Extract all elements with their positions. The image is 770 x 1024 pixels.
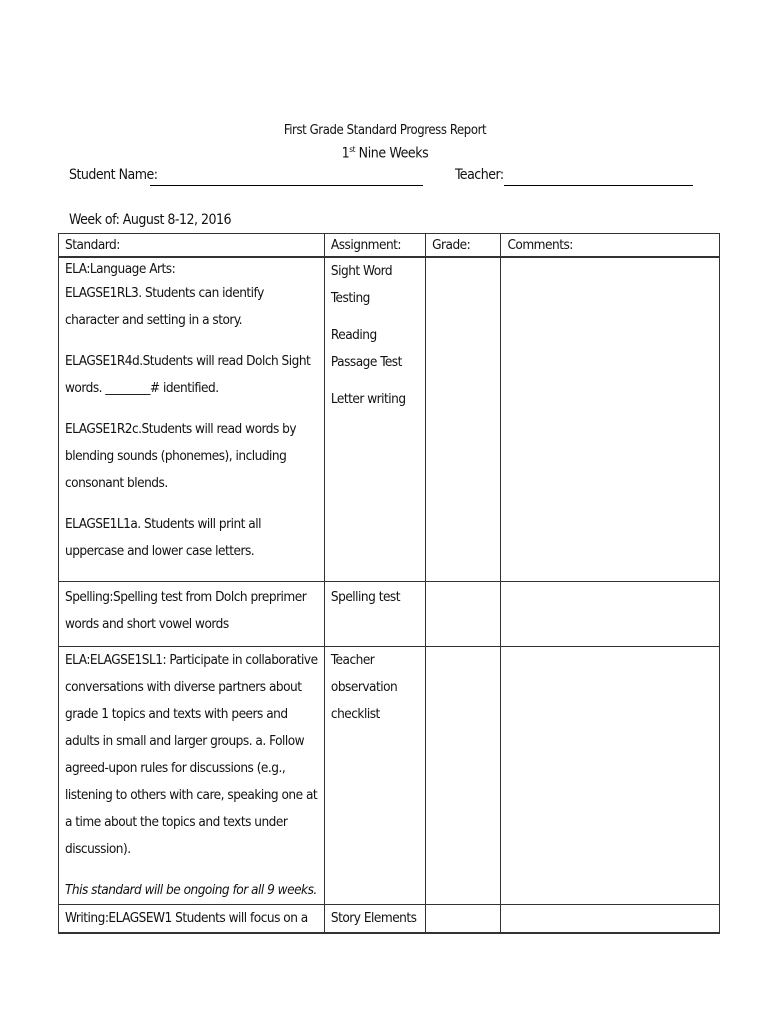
standard-text: Spelling:Spelling test from Dolch preprimer words and short vowel words [65, 589, 307, 632]
standard-cell [59, 582, 325, 647]
standard-text: Writing:ELAGSEW1 Students will focus on a [65, 910, 308, 926]
teacher-label: Teacher: [455, 167, 504, 183]
grade-cell[interactable] [426, 647, 501, 905]
table-row [59, 905, 720, 934]
assignment-text: Story Elements [330, 910, 417, 926]
teacher-field[interactable] [504, 185, 693, 186]
column-header-standard: Standard: [59, 234, 325, 258]
column-header-comments: Comments: [501, 234, 720, 258]
comments-cell[interactable] [501, 905, 720, 934]
table-row [59, 647, 720, 905]
assignment-cell [324, 257, 425, 582]
grade-cell[interactable] [426, 257, 501, 582]
ongoing-note: This standard will be ongoing for all 9 weeks. [65, 882, 317, 898]
assignment-cell [324, 582, 425, 647]
progress-table [58, 233, 720, 934]
assignment-cell [324, 647, 425, 905]
table-row [59, 257, 720, 582]
standard-text: ELAGSE1RL3. Students can identify character and setting in a story. [65, 285, 264, 328]
assignment-cell [324, 905, 425, 934]
table-row [59, 582, 720, 647]
report-subtitle [0, 145, 770, 162]
table-header-row [59, 234, 720, 258]
column-header-grade: Grade: [426, 234, 501, 258]
week-of-label: Week of: August 8-12, 2016 [69, 212, 232, 228]
standard-text: ELAGSE1R2c.Students will read words by blending sounds (phonemes), including consonant blends. [65, 421, 297, 491]
standard-cell [59, 257, 325, 582]
standard-cell [59, 647, 325, 905]
comments-cell[interactable] [501, 257, 720, 582]
subtitle-number: 1 [341, 145, 350, 162]
subtitle-superscript: st [349, 145, 356, 154]
student-name-label: Student Name: [69, 167, 158, 183]
assignment-text: Reading Passage Test [330, 327, 402, 370]
subtitle-text: Nine Weeks [355, 145, 429, 162]
standard-text: ELA:ELAGSE1SL1: Participate in collaborative conversations with diverse partners about grade 1 topics and texts with peers and adults in small and larger groups. a. Follow agreed-upon rules for discussions (e.g., listening to others with care, speaking one at a time about the topics and texts under discussion). [65, 652, 318, 857]
assignment-text: Sight Word Testing [330, 263, 393, 306]
grade-cell[interactable] [426, 905, 501, 934]
comments-cell[interactable] [501, 647, 720, 905]
report-title: First Grade Standard Progress Report [283, 123, 487, 138]
assignment-text: Spelling test [330, 589, 401, 605]
column-header-assignment: Assignment: [324, 234, 425, 258]
assignment-text: Teacher observation checklist [330, 652, 398, 722]
standard-cell [59, 905, 325, 934]
standard-heading: ELA:Language Arts: [65, 261, 176, 277]
standard-text: ELAGSE1R4d.Students will read Dolch Sight words. ________# identified. [65, 353, 311, 396]
comments-cell[interactable] [501, 582, 720, 647]
grade-cell[interactable] [426, 582, 501, 647]
standard-text: ELAGSE1L1a. Students will print all uppercase and lower case letters. [65, 516, 261, 559]
assignment-text: Letter writing [330, 391, 406, 407]
student-name-field[interactable] [150, 185, 423, 186]
